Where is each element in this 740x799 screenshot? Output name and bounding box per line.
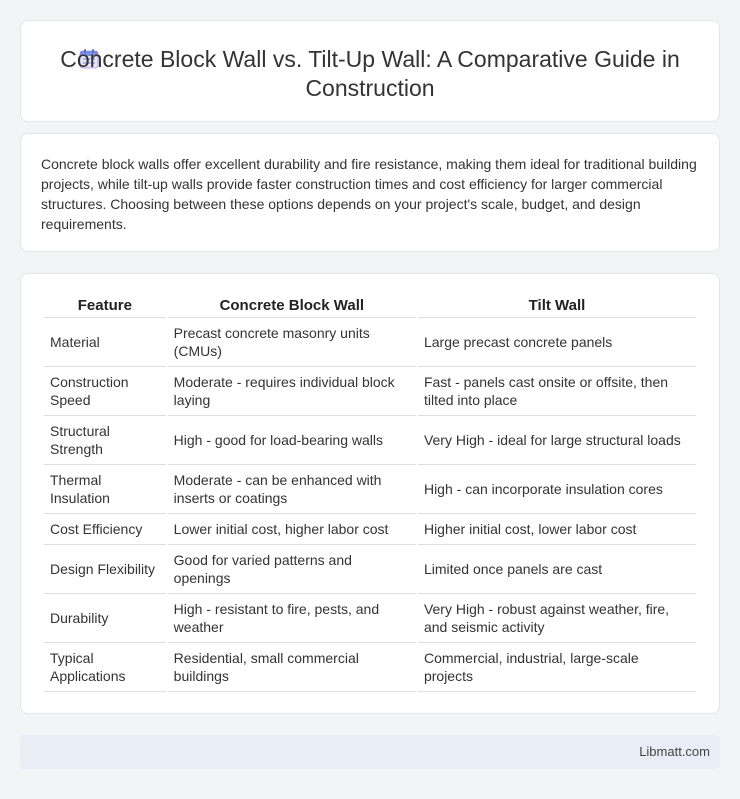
feature-cell: Construction Speed	[44, 367, 166, 416]
header-feature: Feature	[44, 296, 166, 318]
comparison-card	[20, 273, 720, 714]
footer-bar	[20, 735, 720, 769]
tilt-wall-cell: Very High - robust against weather, fire, and seismic activity	[418, 594, 696, 643]
tilt-wall-cell: High - can incorporate insulation cores	[418, 465, 696, 514]
table-row	[44, 465, 696, 514]
table-row	[44, 643, 696, 692]
footer-brand-link[interactable]: Libmatt.com	[639, 744, 710, 759]
tilt-wall-cell: Commercial, industrial, large-scale projects	[418, 643, 696, 692]
tilt-wall-cell: Limited once panels are cast	[418, 545, 696, 594]
block-wall-cell: Residential, small commercial buildings	[168, 643, 416, 692]
block-wall-cell: Precast concrete masonry units (CMUs)	[168, 318, 416, 367]
header-tilt-wall: Tilt Wall	[418, 296, 696, 318]
block-wall-cell: Moderate - can be enhanced with inserts or coatings	[168, 465, 416, 514]
summary-card	[20, 133, 720, 252]
table-header-row	[44, 296, 696, 318]
feature-cell: Durability	[44, 594, 166, 643]
block-wall-cell: High - good for load-bearing walls	[168, 416, 416, 465]
tilt-wall-cell: Very High - ideal for large structural loads	[418, 416, 696, 465]
tilt-wall-cell: Fast - panels cast onsite or offsite, then tilted into place	[418, 367, 696, 416]
comparison-table	[42, 296, 698, 692]
feature-cell: Typical Applications	[44, 643, 166, 692]
block-wall-cell: Moderate - requires individual block laying	[168, 367, 416, 416]
block-wall-cell: Good for varied patterns and openings	[168, 545, 416, 594]
feature-cell: Design Flexibility	[44, 545, 166, 594]
summary-text: Concrete block walls offer excellent durability and fire resistance, making them ideal for traditional building projects, while tilt-up walls provide faster construction times and cost efficiency for larger commercial structures. Choosing between these options depends on your project's scale, budget, and design requirements.	[41, 156, 697, 232]
feature-cell: Thermal Insulation	[44, 465, 166, 514]
page-title: Concrete Block Wall vs. Tilt-Up Wall: A Comparative Guide in Construction	[60, 46, 680, 101]
table-row	[44, 367, 696, 416]
block-wall-cell: Lower initial cost, higher labor cost	[168, 514, 416, 545]
table-row	[44, 318, 696, 367]
title-card	[20, 20, 720, 122]
table-row	[44, 594, 696, 643]
table-row	[44, 514, 696, 545]
tilt-wall-cell: Large precast concrete panels	[418, 318, 696, 367]
tilt-wall-cell: Higher initial cost, lower labor cost	[418, 514, 696, 545]
feature-cell: Structural Strength	[44, 416, 166, 465]
table-row	[44, 416, 696, 465]
block-wall-cell: High - resistant to fire, pests, and weather	[168, 594, 416, 643]
table-row	[44, 545, 696, 594]
feature-cell: Material	[44, 318, 166, 367]
header-concrete-block-wall: Concrete Block Wall	[168, 296, 416, 318]
feature-cell: Cost Efficiency	[44, 514, 166, 545]
